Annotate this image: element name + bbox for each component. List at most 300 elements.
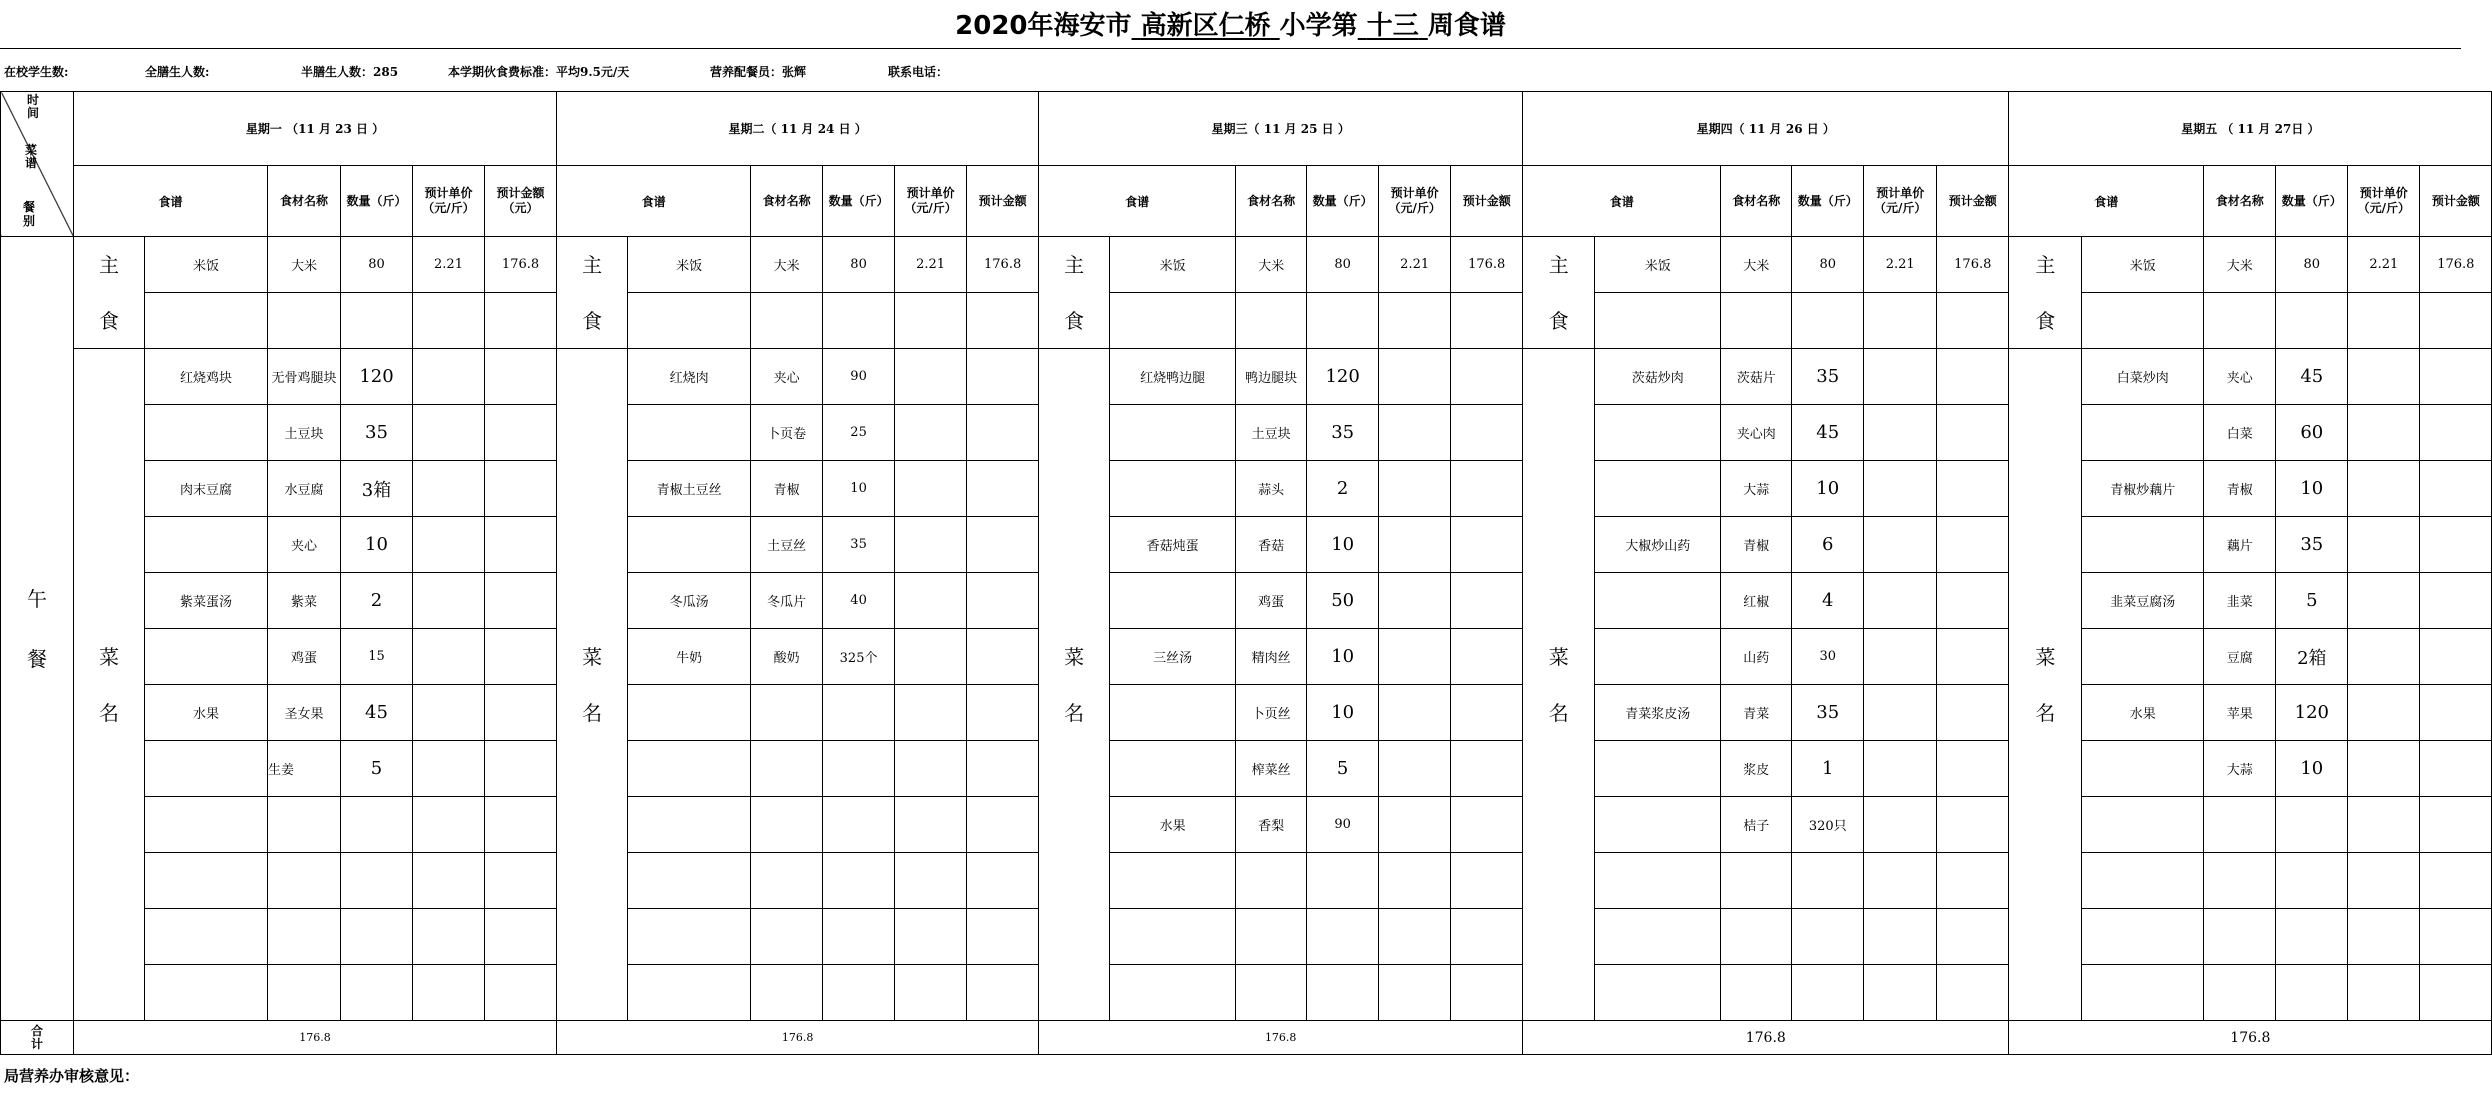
unit-price-cell bbox=[1379, 293, 1451, 349]
amount-cell bbox=[2420, 741, 2492, 797]
meal-label-char-1: 午 bbox=[27, 586, 47, 611]
ingredient-cell bbox=[2204, 797, 2276, 853]
ingredient-cell: 豆腐 bbox=[2204, 629, 2276, 685]
ingredient-cell: 大蒜 bbox=[2204, 741, 2276, 797]
ingredient-cell: 水豆腐 bbox=[268, 461, 341, 517]
dish-cell bbox=[2082, 405, 2204, 461]
unit-price-cell bbox=[2348, 741, 2420, 797]
dish-cell bbox=[1110, 741, 1236, 797]
unit-price-cell: 2.21 bbox=[1379, 237, 1451, 293]
quantity-cell: 90 bbox=[1307, 797, 1379, 853]
dish-label-char-2: 名 bbox=[99, 700, 119, 725]
phone-label: 联系电话： bbox=[888, 65, 949, 79]
ingredient-cell: 香菇 bbox=[1236, 517, 1307, 573]
dish-label-char-1: 菜 bbox=[1064, 644, 1085, 669]
quantity-cell: 5 bbox=[1307, 741, 1379, 797]
amount-cell bbox=[967, 293, 1039, 349]
amount-cell bbox=[1451, 965, 1523, 1021]
amount-cell bbox=[1451, 405, 1523, 461]
ingredient-cell bbox=[2204, 909, 2276, 965]
quantity-column-header: 数量（斤） bbox=[2276, 166, 2348, 237]
ingredient-cell: 夹心 bbox=[751, 349, 823, 405]
dish-cell bbox=[145, 741, 268, 797]
quantity-cell: 60 bbox=[2276, 405, 2348, 461]
dish-cell: 冬瓜汤 bbox=[628, 573, 751, 629]
amount-cell bbox=[485, 405, 557, 461]
quantity-cell: 40 bbox=[823, 573, 895, 629]
ingredient-cell: 大米 bbox=[1721, 237, 1792, 293]
amount-column-header: 预计金额 bbox=[2420, 166, 2492, 237]
full-meal-count-label: 全膳生人数: bbox=[145, 65, 210, 79]
quantity-cell bbox=[1792, 965, 1864, 1021]
sheet-title: 2020年海安市 高新区仁桥 小学第 十三 周食谱 bbox=[955, 11, 1506, 41]
staple-label-char-1: 主 bbox=[1064, 252, 1085, 277]
unit-price-cell bbox=[895, 797, 967, 853]
dish-cell bbox=[1595, 293, 1721, 349]
ingredient-cell bbox=[2204, 293, 2276, 349]
quantity-cell: 15 bbox=[341, 629, 413, 685]
quantity-cell: 80 bbox=[341, 237, 413, 293]
amount-cell bbox=[1451, 461, 1523, 517]
dish-cell bbox=[145, 293, 268, 349]
unit-price-cell bbox=[2348, 965, 2420, 1021]
staple-label bbox=[1039, 237, 1110, 349]
amount-cell: 176.8 bbox=[967, 237, 1039, 293]
day-total: 176.8 bbox=[74, 1021, 557, 1055]
unit-price-cell: 2.21 bbox=[413, 237, 485, 293]
unit-price-cell bbox=[2348, 685, 2420, 741]
amount-cell bbox=[967, 685, 1039, 741]
dietitian-label: 营养配餐员：张辉 bbox=[710, 65, 807, 79]
amount-cell bbox=[1937, 685, 2009, 741]
amount-cell bbox=[485, 685, 557, 741]
ingredient-cell: 青椒 bbox=[1721, 517, 1792, 573]
dish-cell bbox=[1595, 573, 1721, 629]
quantity-cell bbox=[341, 965, 413, 1021]
ingredient-cell bbox=[2204, 853, 2276, 909]
dish-cell bbox=[1110, 853, 1236, 909]
quantity-cell: 2箱 bbox=[2276, 629, 2348, 685]
unit-price-cell bbox=[1379, 853, 1451, 909]
quantity-cell: 45 bbox=[2276, 349, 2348, 405]
ingredient-cell: 无骨鸡腿块 bbox=[268, 349, 341, 405]
info-bar bbox=[0, 48, 2461, 91]
ingredient-column-header: 食材名称 bbox=[1721, 166, 1792, 237]
amount-cell bbox=[967, 405, 1039, 461]
dish-cell bbox=[2082, 741, 2204, 797]
quantity-cell: 3箱 bbox=[341, 461, 413, 517]
unit-price-cell bbox=[413, 741, 485, 797]
total-label bbox=[1, 1021, 74, 1055]
amount-cell bbox=[485, 797, 557, 853]
quantity-cell: 80 bbox=[2276, 237, 2348, 293]
ingredient-cell bbox=[1721, 909, 1792, 965]
ingredient-cell: 青菜 bbox=[1721, 685, 1792, 741]
ingredient-cell: 酸奶 bbox=[751, 629, 823, 685]
dish-cell bbox=[2082, 517, 2204, 573]
dish-cell: 水果 bbox=[2082, 685, 2204, 741]
unit-price-cell bbox=[1379, 349, 1451, 405]
quantity-cell: 35 bbox=[1307, 405, 1379, 461]
ingredient-cell bbox=[751, 685, 823, 741]
unit-price-column-header: 预计单价（元/斤） bbox=[1864, 166, 1937, 237]
student-count-label: 在校学生数: bbox=[4, 65, 69, 79]
ingredient-cell: 大米 bbox=[268, 237, 341, 293]
ingredient-cell: 鸡蛋 bbox=[268, 629, 341, 685]
quantity-cell bbox=[1307, 909, 1379, 965]
ingredient-cell bbox=[1236, 293, 1307, 349]
unit-price-cell bbox=[413, 685, 485, 741]
review-label: 局营养办审核意见： bbox=[4, 1067, 140, 1085]
amount-cell bbox=[485, 293, 557, 349]
total-label-char-1: 合 bbox=[30, 1023, 43, 1038]
ingredient-cell: 青椒 bbox=[751, 461, 823, 517]
dish-cell bbox=[1110, 461, 1236, 517]
total-label-char-2: 计 bbox=[30, 1036, 43, 1051]
dish-cell: 香菇炖蛋 bbox=[1110, 517, 1236, 573]
day-header: 星期四（ 11 月 26 日 ） bbox=[1523, 92, 2009, 166]
staple-label-char-2: 食 bbox=[1548, 308, 1569, 333]
dish-cell: 白菜炒肉 bbox=[2082, 349, 2204, 405]
quantity-cell: 10 bbox=[1307, 685, 1379, 741]
unit-price-cell bbox=[2348, 629, 2420, 685]
amount-cell bbox=[1451, 293, 1523, 349]
amount-cell bbox=[1451, 517, 1523, 573]
unit-price-cell bbox=[1379, 405, 1451, 461]
amount-cell bbox=[1937, 349, 2009, 405]
dish-label-char-2: 名 bbox=[1548, 700, 1569, 725]
day-header: 星期三（ 11 月 25 日 ） bbox=[1039, 92, 1523, 166]
quantity-cell: 10 bbox=[1307, 629, 1379, 685]
dish-cell: 牛奶 bbox=[628, 629, 751, 685]
quantity-column-header: 数量（斤） bbox=[1792, 166, 1864, 237]
quantity-cell bbox=[2276, 853, 2348, 909]
ingredient-cell: 卜页丝 bbox=[1236, 685, 1307, 741]
dish-cell: 红烧鸡块 bbox=[145, 349, 268, 405]
dish-cell: 青椒土豆丝 bbox=[628, 461, 751, 517]
amount-cell bbox=[2420, 909, 2492, 965]
dish-cell bbox=[145, 629, 268, 685]
ingredient-cell bbox=[751, 797, 823, 853]
quantity-cell bbox=[823, 853, 895, 909]
dish-cell bbox=[145, 797, 268, 853]
quantity-cell bbox=[823, 685, 895, 741]
dish-label-char-2: 名 bbox=[2035, 700, 2056, 725]
ingredient-cell: 圣女果 bbox=[268, 685, 341, 741]
quantity-cell bbox=[2276, 909, 2348, 965]
unit-price-cell bbox=[2348, 349, 2420, 405]
unit-price-cell bbox=[895, 573, 967, 629]
unit-price-cell bbox=[413, 909, 485, 965]
ingredient-cell bbox=[751, 853, 823, 909]
dish-cell: 青椒炒藕片 bbox=[2082, 461, 2204, 517]
dish-label-char-1: 菜 bbox=[1548, 644, 1569, 669]
dish-cell bbox=[1595, 965, 1721, 1021]
unit-price-cell bbox=[1864, 965, 1937, 1021]
dish-label-char-2: 名 bbox=[1064, 700, 1085, 725]
unit-price-cell bbox=[1864, 573, 1937, 629]
unit-price-cell bbox=[2348, 909, 2420, 965]
dish-cell bbox=[1595, 629, 1721, 685]
quantity-cell: 35 bbox=[2276, 517, 2348, 573]
dish-cell: 水果 bbox=[1110, 797, 1236, 853]
unit-price-cell bbox=[1864, 685, 1937, 741]
amount-cell bbox=[1451, 685, 1523, 741]
quantity-cell bbox=[1307, 853, 1379, 909]
unit-price-cell bbox=[2348, 405, 2420, 461]
unit-price-cell bbox=[1864, 797, 1937, 853]
quantity-cell bbox=[1792, 853, 1864, 909]
ingredient-cell: 大米 bbox=[751, 237, 823, 293]
staple-label bbox=[2009, 237, 2082, 349]
amount-cell bbox=[485, 573, 557, 629]
amount-cell bbox=[1451, 797, 1523, 853]
dish-label bbox=[74, 349, 145, 1021]
staple-label-char-2: 食 bbox=[582, 308, 603, 333]
quantity-cell bbox=[341, 853, 413, 909]
amount-cell bbox=[1937, 293, 2009, 349]
day-total: 176.8 bbox=[557, 1021, 1039, 1055]
dish-cell bbox=[2082, 853, 2204, 909]
corner-time-label: 时间 bbox=[27, 93, 40, 120]
ingredient-cell: 香梨 bbox=[1236, 797, 1307, 853]
quantity-cell bbox=[1307, 965, 1379, 1021]
unit-price-cell bbox=[895, 685, 967, 741]
unit-price-cell bbox=[413, 965, 485, 1021]
amount-cell bbox=[485, 909, 557, 965]
quantity-column-header: 数量（斤） bbox=[823, 166, 895, 237]
quantity-cell bbox=[1792, 293, 1864, 349]
ingredient-cell bbox=[1721, 853, 1792, 909]
unit-price-cell bbox=[413, 349, 485, 405]
amount-cell bbox=[2420, 461, 2492, 517]
unit-price-column-header: 预计单价（元/斤） bbox=[2348, 166, 2420, 237]
unit-price-cell bbox=[2348, 293, 2420, 349]
amount-cell bbox=[967, 853, 1039, 909]
dish-cell bbox=[145, 909, 268, 965]
recipe-column-header: 食谱 bbox=[1523, 166, 1721, 237]
quantity-cell: 10 bbox=[1307, 517, 1379, 573]
unit-price-cell bbox=[413, 293, 485, 349]
dish-cell bbox=[1110, 405, 1236, 461]
ingredient-cell: 藕片 bbox=[2204, 517, 2276, 573]
amount-cell bbox=[1937, 461, 2009, 517]
dish-cell: 米饭 bbox=[1110, 237, 1236, 293]
dish-cell: 紫菜蛋汤 bbox=[145, 573, 268, 629]
dish-cell bbox=[628, 685, 751, 741]
ingredient-cell bbox=[1721, 293, 1792, 349]
ingredient-cell: 白菜 bbox=[2204, 405, 2276, 461]
quantity-cell bbox=[341, 293, 413, 349]
ingredient-cell: 鸡蛋 bbox=[1236, 573, 1307, 629]
quantity-cell bbox=[823, 797, 895, 853]
dish-cell: 肉末豆腐 bbox=[145, 461, 268, 517]
dish-cell bbox=[1110, 293, 1236, 349]
amount-column-header: 预计金额（元） bbox=[485, 166, 557, 237]
ingredient-cell: 鸭边腿块 bbox=[1236, 349, 1307, 405]
quantity-cell: 320只 bbox=[1792, 797, 1864, 853]
amount-cell bbox=[2420, 797, 2492, 853]
ingredient-cell bbox=[268, 853, 341, 909]
ingredient-cell: 夹心 bbox=[268, 517, 341, 573]
quantity-cell bbox=[823, 741, 895, 797]
quantity-cell bbox=[1792, 909, 1864, 965]
amount-cell: 176.8 bbox=[1937, 237, 2009, 293]
corner-menu-label: 菜谱 bbox=[25, 143, 38, 170]
dish-cell bbox=[1595, 461, 1721, 517]
ingredient-cell bbox=[1721, 965, 1792, 1021]
unit-price-cell bbox=[2348, 853, 2420, 909]
quantity-cell bbox=[1307, 293, 1379, 349]
ingredient-cell: 冬瓜片 bbox=[751, 573, 823, 629]
amount-cell bbox=[2420, 629, 2492, 685]
ingredient-cell bbox=[2204, 965, 2276, 1021]
unit-price-cell bbox=[413, 461, 485, 517]
amount-cell: 176.8 bbox=[2420, 237, 2492, 293]
recipe-column-header: 食谱 bbox=[557, 166, 751, 237]
unit-price-cell bbox=[1379, 741, 1451, 797]
unit-price-cell bbox=[1864, 293, 1937, 349]
meal-label bbox=[1, 237, 74, 1021]
unit-price-cell bbox=[895, 629, 967, 685]
quantity-cell: 2 bbox=[1307, 461, 1379, 517]
unit-price-cell bbox=[2348, 517, 2420, 573]
day-header: 星期一 （11 月 23 日 ） bbox=[74, 92, 557, 166]
unit-price-cell bbox=[895, 517, 967, 573]
dish-label-char-1: 菜 bbox=[2035, 644, 2056, 669]
menu-table bbox=[0, 91, 2492, 1055]
amount-cell bbox=[967, 909, 1039, 965]
ingredient-column-header: 食材名称 bbox=[2204, 166, 2276, 237]
dish-cell bbox=[1110, 965, 1236, 1021]
quantity-cell: 2 bbox=[341, 573, 413, 629]
quantity-cell: 1 bbox=[1792, 741, 1864, 797]
quantity-cell: 5 bbox=[2276, 573, 2348, 629]
ingredient-cell bbox=[751, 909, 823, 965]
amount-cell bbox=[2420, 349, 2492, 405]
ingredient-cell: 卜页卷 bbox=[751, 405, 823, 461]
unit-price-cell bbox=[2348, 797, 2420, 853]
ingredient-cell: 土豆块 bbox=[268, 405, 341, 461]
quantity-cell: 10 bbox=[823, 461, 895, 517]
dish-cell bbox=[1110, 685, 1236, 741]
ingredient-cell bbox=[268, 965, 341, 1021]
quantity-cell: 35 bbox=[1792, 685, 1864, 741]
quantity-cell bbox=[823, 965, 895, 1021]
amount-cell bbox=[967, 461, 1039, 517]
ingredient-cell: 蒜头 bbox=[1236, 461, 1307, 517]
recipe-column-header: 食谱 bbox=[74, 166, 268, 237]
unit-price-cell bbox=[1864, 405, 1937, 461]
dish-cell bbox=[1595, 797, 1721, 853]
ingredient-cell bbox=[751, 293, 823, 349]
corner-header bbox=[1, 92, 74, 237]
amount-column-header: 预计金额 bbox=[967, 166, 1039, 237]
ingredient-cell: 夹心肉 bbox=[1721, 405, 1792, 461]
ingredient-column-header: 食材名称 bbox=[751, 166, 823, 237]
ingredient-cell: 大蒜 bbox=[1721, 461, 1792, 517]
dish-cell bbox=[145, 517, 268, 573]
amount-cell bbox=[967, 517, 1039, 573]
day-header: 星期五 （ 11 月 27日 ） bbox=[2009, 92, 2492, 166]
unit-price-cell bbox=[1864, 853, 1937, 909]
amount-cell: 176.8 bbox=[1451, 237, 1523, 293]
quantity-cell: 80 bbox=[1307, 237, 1379, 293]
unit-price-column-header: 预计单价（元/斤） bbox=[895, 166, 967, 237]
amount-cell bbox=[967, 965, 1039, 1021]
amount-cell bbox=[967, 797, 1039, 853]
dish-cell: 大椒炒山药 bbox=[1595, 517, 1721, 573]
staple-label bbox=[1523, 237, 1595, 349]
dish-cell bbox=[2082, 629, 2204, 685]
dish-cell bbox=[1110, 909, 1236, 965]
amount-cell: 176.8 bbox=[485, 237, 557, 293]
day-header: 星期二（ 11 月 24 日 ） bbox=[557, 92, 1039, 166]
amount-cell bbox=[1451, 909, 1523, 965]
amount-cell bbox=[1937, 629, 2009, 685]
ingredient-column-header: 食材名称 bbox=[1236, 166, 1307, 237]
amount-cell bbox=[485, 741, 557, 797]
quantity-cell: 80 bbox=[1792, 237, 1864, 293]
ingredient-cell: 山药 bbox=[1721, 629, 1792, 685]
dish-cell bbox=[628, 741, 751, 797]
amount-cell bbox=[485, 629, 557, 685]
amount-cell bbox=[2420, 965, 2492, 1021]
amount-cell bbox=[967, 741, 1039, 797]
amount-cell bbox=[1937, 797, 2009, 853]
amount-cell bbox=[967, 629, 1039, 685]
dish-cell bbox=[2082, 909, 2204, 965]
quantity-cell: 45 bbox=[1792, 405, 1864, 461]
unit-price-cell bbox=[413, 517, 485, 573]
dish-cell bbox=[628, 405, 751, 461]
ingredient-cell bbox=[268, 797, 341, 853]
ingredient-cell bbox=[1236, 909, 1307, 965]
amount-cell bbox=[1937, 517, 2009, 573]
amount-cell bbox=[2420, 685, 2492, 741]
unit-price-cell bbox=[895, 741, 967, 797]
dish-label bbox=[1523, 349, 1595, 1021]
quantity-cell bbox=[2276, 293, 2348, 349]
dish-cell: 茨菇炒肉 bbox=[1595, 349, 1721, 405]
amount-cell bbox=[485, 965, 557, 1021]
amount-cell bbox=[1451, 629, 1523, 685]
dish-label bbox=[2009, 349, 2082, 1021]
unit-price-cell bbox=[2348, 573, 2420, 629]
quantity-cell: 45 bbox=[341, 685, 413, 741]
quantity-column-header: 数量（斤） bbox=[341, 166, 413, 237]
staple-label-char-2: 食 bbox=[1064, 308, 1085, 333]
amount-cell bbox=[1451, 349, 1523, 405]
dish-cell: 三丝汤 bbox=[1110, 629, 1236, 685]
dish-cell: 米饭 bbox=[2082, 237, 2204, 293]
quantity-cell: 80 bbox=[823, 237, 895, 293]
amount-cell bbox=[1451, 853, 1523, 909]
dish-cell: 青菜浆皮汤 bbox=[1595, 685, 1721, 741]
staple-label-char-2: 食 bbox=[2035, 308, 2056, 333]
ingredient-cell: 精肉丝 bbox=[1236, 629, 1307, 685]
quantity-cell bbox=[341, 797, 413, 853]
amount-cell bbox=[1937, 573, 2009, 629]
dish-cell bbox=[145, 853, 268, 909]
quantity-cell: 120 bbox=[2276, 685, 2348, 741]
ingredient-column-header: 食材名称 bbox=[268, 166, 341, 237]
quantity-cell: 10 bbox=[341, 517, 413, 573]
dish-cell bbox=[2082, 293, 2204, 349]
unit-price-cell bbox=[1379, 629, 1451, 685]
quantity-cell: 10 bbox=[2276, 741, 2348, 797]
dish-cell: 米饭 bbox=[628, 237, 751, 293]
